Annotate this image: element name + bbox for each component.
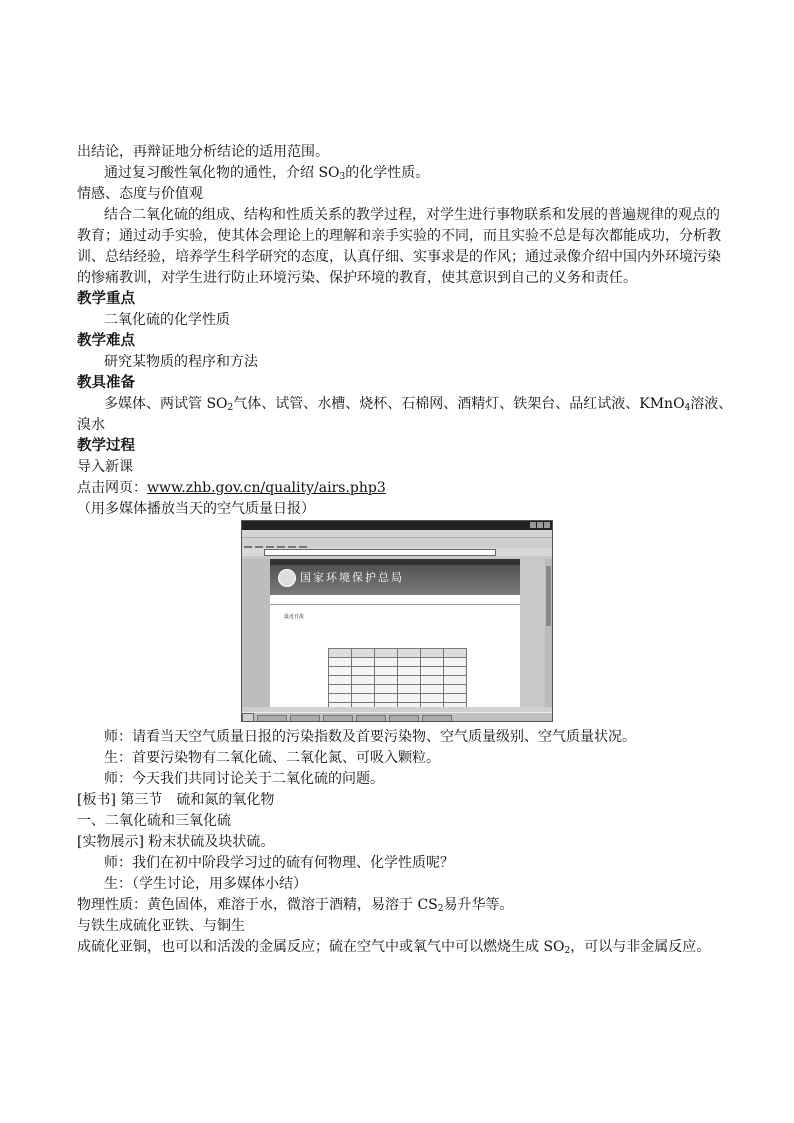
page-left-margin: [242, 559, 270, 713]
key-points-text: 二氧化硫的化学性质: [104, 312, 230, 328]
section-subheading: 情感、态度与价值观: [77, 186, 203, 202]
web-page-content: [270, 559, 520, 713]
report-label: 最近日报: [284, 614, 305, 620]
emotion-paragraph: 结合二氧化硫的组成、结构和性质关系的教学过程，对学生进行事物联系和发展的普遍规律的观点的教育；通过动手实验，使其体会理论上的理解和亲手实验的不同，而且实验不总是每次都能成功，分析教训、总结经验，培养学生科学研究的态度，认真仔细、实事求是的作风；通过录像介绍中国内外环境污染的惨痛教训，对学生进行防止环境污染、保护环境的教育，使其意识到自己的义务和责任。: [77, 207, 721, 286]
seal-icon: [278, 569, 296, 587]
browser-menubar: [242, 530, 552, 537]
teacher-line: 师：请看当天空气质量日报的污染指数及首要污染物、空气质量级别、空气质量状况。: [104, 729, 636, 745]
site-banner: [270, 559, 520, 595]
demo-note: [实物展示] 粉末状硫及块状硫。: [77, 834, 275, 850]
site-nav-strip: [270, 559, 520, 565]
browser-address-bar: [242, 548, 552, 556]
play-note: （用多媒体播放当天的空气质量日报）: [77, 501, 315, 517]
student-line: 生：（学生讨论，用多媒体小结）: [104, 876, 307, 892]
tools-text-cont: 溴水: [77, 417, 105, 433]
heading-teaching-process: 教学过程: [77, 438, 135, 454]
intro-text: 导入新课: [77, 459, 133, 475]
iron-reaction-line: 与铁生成硫化亚铁、与铜生: [77, 918, 245, 934]
scrollbar-thumb: [546, 566, 551, 626]
student-line: 生：首要污染物有二氧化硫、二氧化氮、可吸入颗粒。: [104, 750, 440, 766]
breadcrumb: [270, 595, 520, 605]
teacher-line: 师：我们在初中阶段学习过的硫有何物理、化学性质呢？: [104, 855, 454, 871]
heading-key-points: 教学重点: [77, 291, 135, 307]
close-icon: [544, 522, 550, 528]
site-title: 国家环境保护总局: [300, 571, 404, 584]
browser-titlebar: [242, 521, 552, 530]
physical-properties: 物理性质：黄色固体，难溶于水，微溶于酒精，易溶于 $CS_2$易升华等。: [77, 897, 514, 914]
address-field: [264, 549, 496, 556]
windows-taskbar: [242, 712, 552, 721]
start-button: [242, 713, 254, 722]
heading-teaching-tools: 教具准备: [77, 375, 135, 391]
air-quality-link[interactable]: www.zhb.gov.cn/quality/airs.php3: [147, 480, 386, 496]
section-title: 一、二氧化硫和三氧化硫: [77, 813, 231, 829]
teacher-line: 师：今天我们共同讨论关于二氧化硫的问题。: [104, 771, 384, 787]
maximize-icon: [537, 522, 543, 528]
difficulties-text: 研究某物质的程序和方法: [104, 354, 258, 370]
heading-difficulties: 教学难点: [77, 333, 135, 349]
board-note: [板书] 第三节 硫和氮的氧化物: [77, 792, 275, 808]
click-web-line: 点击网页：www.zhb.gov.cn/quality/airs.php3: [77, 480, 386, 496]
minimize-icon: [530, 522, 536, 528]
reaction-line: 成硫化亚铜，也可以和活泼的金属反应；硫在空气中或氧气中可以燃烧生成 $SO_2$，可以与非金属反应。: [77, 939, 711, 956]
report-header: [270, 624, 520, 634]
air-quality-screenshot: [241, 520, 553, 722]
text-line: 出结论，再辩证地分析结论的适用范围。: [77, 144, 329, 160]
text-line: 通过复习酸性氧化物的通性，介绍 $SO_3$的化学性质。: [104, 165, 430, 182]
tools-text: 多媒体、两试管 $SO_2$气体、试管、水槽、烧杯、石棉网、酒精灯、铁架台、品红试液、KMnO$_4$溶液、: [104, 396, 733, 413]
browser-toolbar: [242, 537, 552, 548]
